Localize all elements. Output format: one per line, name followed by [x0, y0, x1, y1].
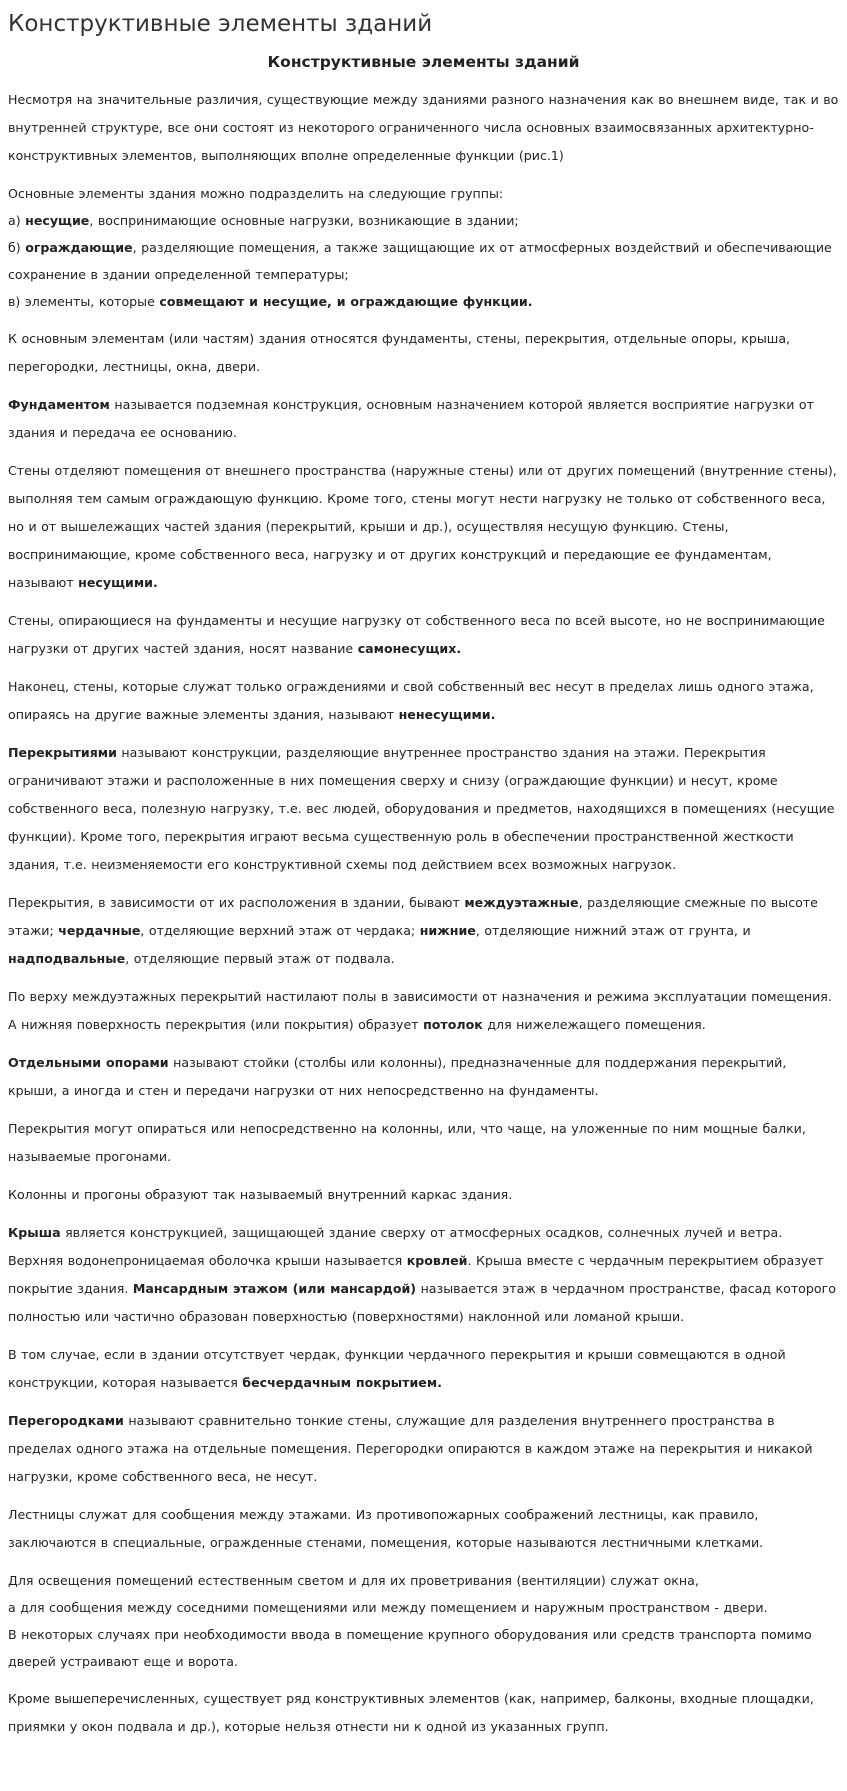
foundation-text: называется подземная конструкция, основным назначением которой является восприятие нагрузки от здания и передача ее основанию.: [8, 397, 814, 440]
paragraph-atticless: [8, 1341, 839, 1397]
paragraph-self-bearing: [8, 607, 839, 663]
ceiling-term: потолок: [423, 1017, 483, 1032]
roof-text-2: . Крыша вместе с чердачным перекрытием образует покрытие здания.: [8, 1253, 824, 1296]
roofing-term: кровлей: [406, 1253, 468, 1268]
paragraph-other-elements: Кроме вышеперечисленных, существует ряд конструктивных элементов (как, например, балконы, входные площадки, приямки у окон подвала и др.), которые нельзя отнести ни к одной из указанных групп.: [8, 1691, 814, 1734]
paragraph-floor-types: [8, 889, 839, 973]
paragraph-stairs: Лестницы служат для сообщения между этажами. Из противопожарных соображений лестницы, как правило, заключаются в специальные, огражденные стенами, помещения, которые называются лестничными клетками.: [8, 1507, 764, 1550]
ceiling-text: По верху междуэтажных перекрытий настилают полы в зависимости от назначения и режима эксплуатации помещения. А нижняя поверхность перекрытия (или покрытия) образует: [8, 989, 832, 1032]
paragraph-groups: [8, 180, 839, 315]
roof-text-3: называется этаж в чердачном пространстве, фасад которого полностью или частично образован поверхностью (поверхностями) наклонной или ломаной крыши.: [8, 1281, 836, 1324]
floor-type-basement: надподвальные: [8, 951, 126, 966]
atticless-term: бесчердачным покрытием.: [242, 1375, 442, 1390]
floor-type-lower: нижние: [419, 923, 476, 938]
partitions-term: Перегородками: [8, 1413, 124, 1428]
windows-line-1: Для освещения помещений естественным светом и для их проветривания (вентиляции) служат окна,: [8, 1573, 699, 1588]
floor-types-text-1: Перекрытия, в зависимости от их расположения в здании, бывают: [8, 895, 465, 910]
paragraph-floors: [8, 739, 839, 879]
atticless-text: В том случае, если в здании отсутствует чердак, функции чердачного перекрытия и крыши совмещаются в одной конструкции, которая называется: [8, 1347, 786, 1390]
non-bearing-text: Наконец, стены, которые служат только ограждениями и свой собственный вес несут в пределах лишь одного этажа, опираясь на другие важные элементы здания, называют: [8, 679, 814, 722]
supports-term: Отдельными опорами: [8, 1055, 169, 1070]
group-a-prefix: а): [8, 213, 26, 228]
floor-types-text-3: , отделяющие верхний этаж от чердака;: [140, 923, 420, 938]
group-v-term: совмещают и несущие, и ограждающие функции.: [159, 294, 533, 309]
roof-term: Крыша: [8, 1225, 61, 1240]
floor-type-attic: чердачные: [58, 923, 141, 938]
paragraph-supports: [8, 1049, 839, 1105]
article-heading: Конструктивные элементы зданий: [267, 53, 580, 71]
floors-term: Перекрытиями: [8, 745, 117, 760]
mansard-term: Мансардным этажом (или мансардой): [132, 1281, 417, 1296]
group-v-prefix: в) элементы, которые: [8, 294, 160, 309]
group-a-term: несущие: [25, 213, 90, 228]
paragraph-roof: [8, 1219, 839, 1331]
paragraph-frame: Колонны и прогоны образуют так называемый внутренний каркас здания.: [8, 1187, 513, 1202]
roof-text-1: является конструкцией, защищающей здание сверху от атмосферных осадков, солнечных лучей и ветра. Верхняя водонепроницаемая оболочка крыши называется: [8, 1225, 783, 1268]
paragraph-intro: Несмотря на значительные различия, существующие между зданиями разного назначения как во внешнем виде, так и во внутренней структуре, все они состоят из некоторого ограниченного числа основных взаимосвязанных архитектурно-конструктивных элементов, выполняющих вполне определенные функции (рис.1): [8, 92, 839, 163]
windows-line-3: В некоторых случаях при необходимости ввода в помещение крупного оборудования или средств транспорта помимо дверей устраивают еще и ворота.: [8, 1627, 812, 1669]
foundation-term: Фундаментом: [8, 397, 110, 412]
supports-text: называют стойки (столбы или колонны), предназначенные для поддержания перекрытий, крыши, а иногда и стен и передачи нагрузки от них непосредственно на фундаменты.: [8, 1055, 787, 1098]
walls-term: несущими.: [78, 575, 158, 590]
floor-types-text-4: , отделяющие нижний этаж от грунта, и: [475, 923, 751, 938]
partitions-text: называют сравнительно тонкие стены, служащие для разделения внутреннего пространства в пределах одного этажа на отдельные помещения. Перегородки опираются в каждом этаже на перекрытия и никакой нагрузки, кроме собственного веса, не несут.: [8, 1413, 813, 1484]
self-bearing-term: самонесущих.: [357, 641, 462, 656]
paragraph-partitions: [8, 1407, 839, 1491]
group-b-prefix: б): [8, 240, 26, 255]
paragraph-walls: [8, 457, 839, 597]
floor-types-text-2: , разделяющие смежные по высоте этажи;: [8, 895, 818, 938]
self-bearing-text: Стены, опирающиеся на фундаменты и несущие нагрузку от собственного веса по всей высоте, но не воспринимающие нагрузки от других частей здания, носят название: [8, 613, 825, 656]
group-b-term: ограждающие: [25, 240, 133, 255]
paragraph-ceiling: [8, 983, 839, 1039]
floor-types-text-5: , отделяющие первый этаж от подвала.: [125, 951, 395, 966]
page-title: Конструктивные элементы зданий: [8, 11, 433, 37]
non-bearing-term: ненесущими.: [398, 707, 496, 722]
floor-type-interfloor: междуэтажные: [464, 895, 579, 910]
paragraph-main-parts: К основным элементам (или частям) здания относятся фундаменты, стены, перекрытия, отдельные опоры, крыша, перегородки, лестницы, окна, двери.: [8, 331, 791, 374]
paragraph-girders: Перекрытия могут опираться или непосредственно на колонны, или, что чаще, на уложенные по ним мощные балки, называемые прогонами.: [8, 1121, 806, 1164]
group-b-text: , разделяющие помещения, а также защищающие их от атмосферных воздействий и обеспечивающие сохранение в здании определенной температуры;: [8, 240, 832, 282]
ceiling-rest: для нижележащего помещения.: [482, 1017, 706, 1032]
windows-line-2: а для сообщения между соседними помещениями или между помещением и наружным пространством - двери.: [8, 1600, 768, 1615]
walls-text: Стены отделяют помещения от внешнего пространства (наружные стены) или от других помещений (внутренние стены), выполняя тем самым ограждающую функцию. Кроме того, стены могут нести нагрузку не только от собственного веса, но и от вышележащих частей здания (перекрытий, крыши и др.), осуществляя несущую функцию. Стены, воспринимающие, кроме собственного веса, нагрузку и от других конструкций и передающие ее фундаментам, называют: [8, 463, 837, 590]
paragraph-non-bearing: [8, 673, 839, 729]
paragraph-windows-doors: [8, 1567, 839, 1675]
paragraph-foundation: [8, 391, 839, 447]
groups-intro: Основные элементы здания можно подразделить на следующие группы:: [8, 186, 504, 201]
floors-text: называют конструкции, разделяющие внутреннее пространство здания на этажи. Перекрытия ограничивают этажи и расположенные в них помещения сверху и снизу (ограждающие функции) и несут, кроме собственного веса, полезную нагрузку, т.е. вес людей, оборудования и предметов, находящихся в помещениях (несущие функции). Кроме того, перекрытия играют весьма существенную роль в обеспечении пространственной жесткости здания, т.е. неизменяемости его конструктивной схемы под действием всех возможных нагрузок.: [8, 745, 835, 872]
group-a-text: , воспринимающие основные нагрузки, возникающие в здании;: [89, 213, 519, 228]
